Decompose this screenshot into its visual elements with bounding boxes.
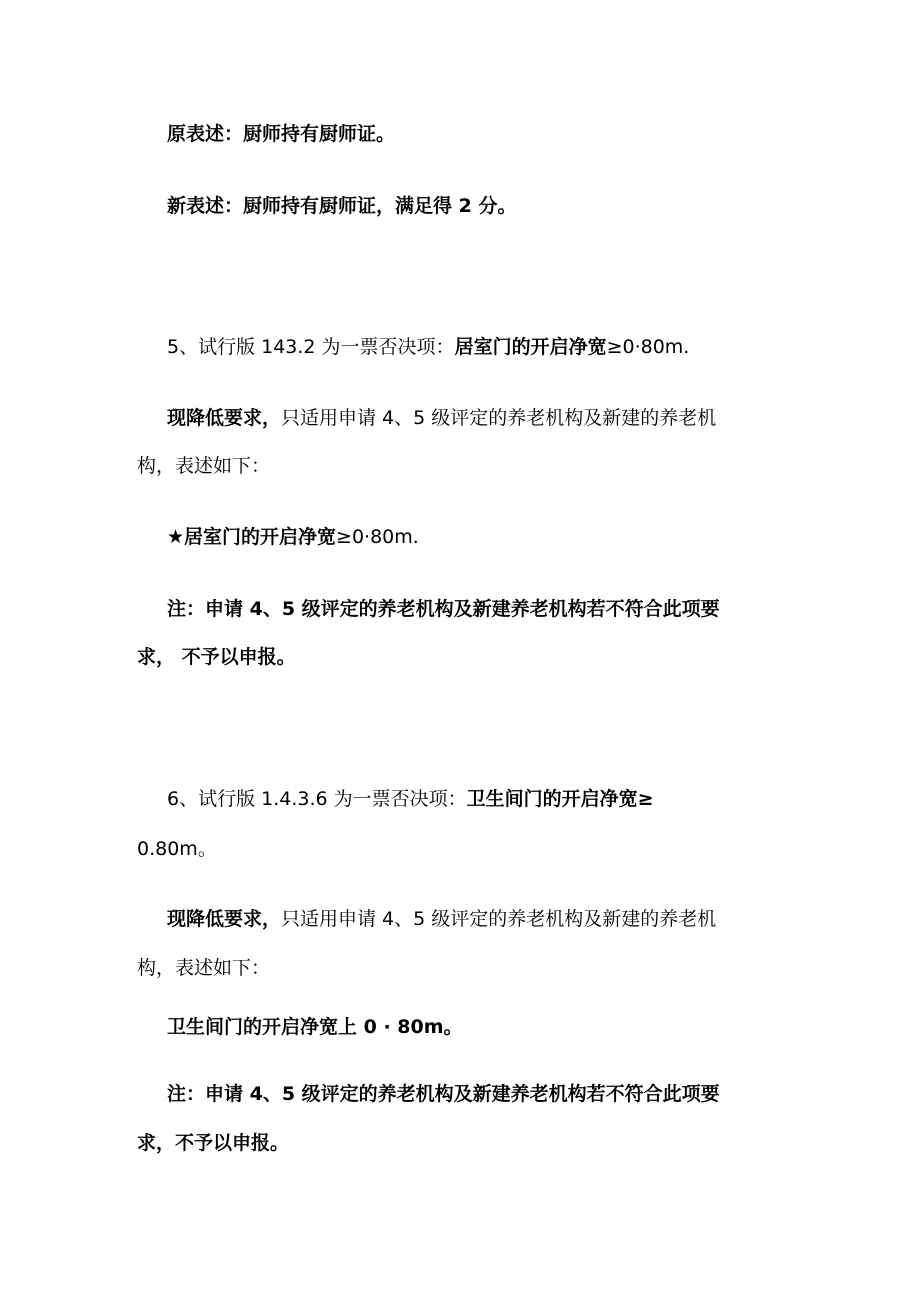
item6-heading xyxy=(167,787,920,811)
new-statement xyxy=(167,194,920,218)
item5-note-line1: 注：申请 4、5 级评定的养老机构及新建养老机构若不符合此项要 xyxy=(167,598,720,620)
item6-reduce-line2: 构，表述如下： xyxy=(137,957,271,979)
new-label: 新表述： xyxy=(167,195,244,217)
item6-heading-line2: 0.80m。 xyxy=(137,838,217,860)
item5-heading xyxy=(167,335,920,359)
item6-heading-prefix: 6、试行版 1.4.3.6 为一票否决项： xyxy=(167,788,467,810)
item5-heading-prefix: 5、试行版 143.2 为一票否决项： xyxy=(167,336,455,358)
item5-note-line2: 求， 不予以申报。 xyxy=(137,646,296,668)
original-label: 原表述： xyxy=(167,123,244,145)
item6-note-line1: 注：申请 4、5 级评定的养老机构及新建养老机构若不符合此项要 xyxy=(167,1083,720,1105)
item6-note-line2: 求，不予以申报。 xyxy=(137,1132,290,1154)
original-text: 厨师持有厨师证。 xyxy=(243,123,396,145)
item6-heading-bold: 卫生间门的开启净宽≥ xyxy=(466,788,654,810)
item5-star-tail: ≥0·80m. xyxy=(336,526,419,548)
item6-reduce-line1 xyxy=(167,907,920,931)
item5-heading-bold: 居室门的开启净宽 xyxy=(454,336,607,358)
item5-heading-tail: ≥0·80m. xyxy=(606,336,690,358)
item5-reduce-line2: 构，表述如下： xyxy=(137,455,271,477)
item5-star-requirement xyxy=(167,525,920,549)
original-statement xyxy=(167,122,920,146)
item5-star-bold: ★居室门的开启净宽 xyxy=(167,526,337,548)
new-text: 厨师持有厨师证，满足得 2 分。 xyxy=(243,195,517,217)
item5-reduce-bold: 现降低要求， xyxy=(167,407,282,429)
item6-requirement: 卫生间门的开启净宽上 0 · 80m。 xyxy=(167,1016,463,1038)
item5-reduce-line1 xyxy=(167,406,920,430)
item6-reduce-bold: 现降低要求， xyxy=(167,908,282,930)
item5-reduce-rest: 只适用申请 4、5 级评定的养老机构及新建的养老机 xyxy=(281,407,717,429)
item6-reduce-rest: 只适用申请 4、5 级评定的养老机构及新建的养老机 xyxy=(281,908,717,930)
